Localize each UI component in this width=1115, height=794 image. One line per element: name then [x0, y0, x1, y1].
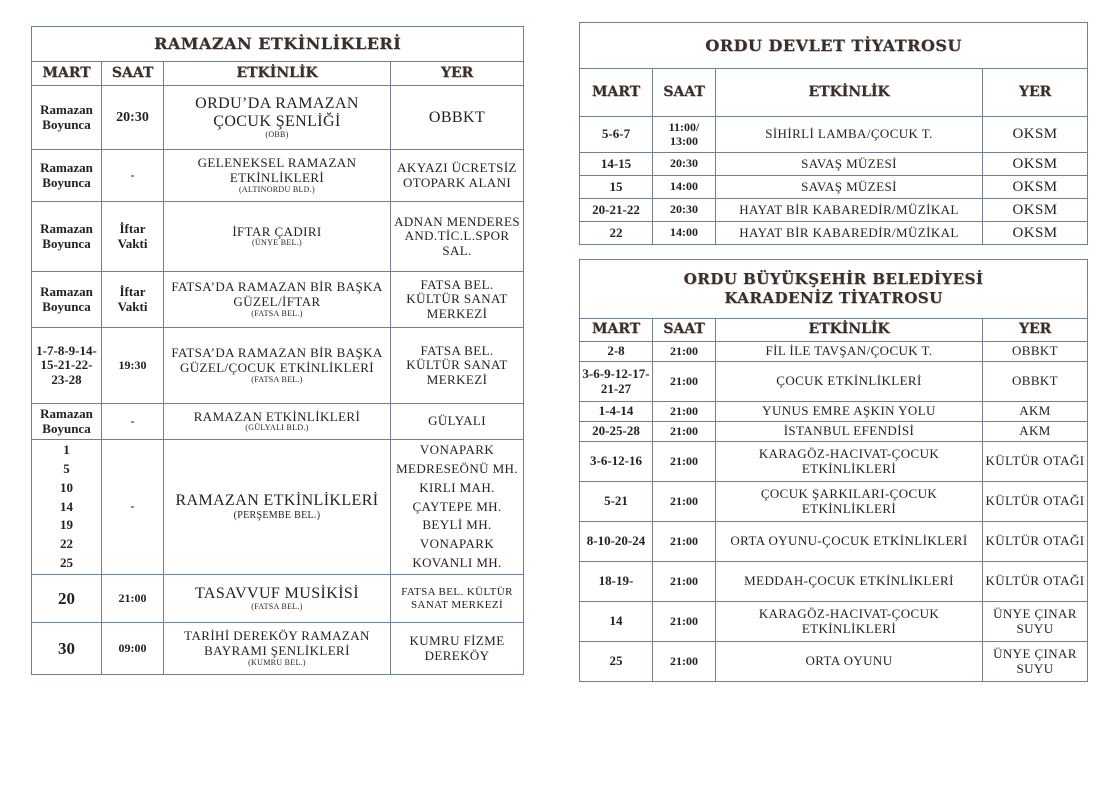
table-row: [580, 153, 1088, 176]
row-saat: -: [102, 404, 164, 440]
row-yer: OBBKT: [983, 362, 1088, 402]
row-etkinlik: TARİHİ DEREKÖY RAMAZAN BAYRAMI ŞENLİKLERİ (KUMRU BEL.): [164, 623, 391, 675]
row-saat: -: [102, 440, 164, 575]
row-saat: İftar Vakti: [102, 272, 164, 328]
row-etkinlik: HAYAT BİR KABAREDİR/MÜZİKAL: [716, 199, 983, 222]
row-yer: OKSM: [983, 222, 1088, 245]
row-saat: 21:00: [653, 602, 716, 642]
row-yer: OBBKT: [391, 86, 524, 150]
row-saat: 11:00/ 13:00: [653, 117, 716, 153]
row-etkinlik: YUNUS EMRE AŞKIN YOLU: [716, 402, 983, 422]
row-etkinlik: ÇOCUK ETKİNLİKLERİ: [716, 362, 983, 402]
row-saat: 21:00: [653, 562, 716, 602]
row-yer: OKSM: [983, 176, 1088, 199]
row-yer: VONAPARK MEDRESEÖNÜ MH. KIRLI MAH. ÇAYTEPE MH. BEYLİ MH. VONAPARK KOVANLI MH.: [391, 440, 524, 575]
header-mart: MART: [580, 69, 653, 117]
row-etkinlik: HAYAT BİR KABAREDİR/MÜZİKAL: [716, 222, 983, 245]
row-etkinlik: ÇOCUK ŞARKILARI-ÇOCUK ETKİNLİKLERİ: [716, 482, 983, 522]
ramazan-table-title: RAMAZAN ETKİNLİKLERİ: [32, 27, 524, 62]
row-saat: 21:00: [653, 482, 716, 522]
row-saat: 21:00: [653, 362, 716, 402]
row-yer: ÜNYE ÇINAR SUYU: [983, 602, 1088, 642]
header-etkinlik: ETKİNLİK: [716, 319, 983, 342]
row-etkinlik: RAMAZAN ETKİNLİKLERİ (PERŞEMBE BEL.): [164, 440, 391, 575]
row-yer: FATSA BEL. KÜLTÜR SANAT MERKEZİ: [391, 272, 524, 328]
row-mart: 18-19-: [580, 562, 653, 602]
row-mart: Ramazan Boyunca: [32, 86, 102, 150]
header-etkinlik: ETKİNLİK: [716, 69, 983, 117]
row-etkinlik: MEDDAH-ÇOCUK ETKİNLİKLERİ: [716, 562, 983, 602]
row-mart: 3-6-9-12-17-21-27: [580, 362, 653, 402]
header-saat: SAAT: [653, 319, 716, 342]
row-mart: 15: [580, 176, 653, 199]
row-etkinlik: İFTAR ÇADIRI (ÜNYE BEL.): [164, 202, 391, 272]
row-etkinlik: SAVAŞ MÜZESİ: [716, 153, 983, 176]
row-saat: 21:00: [653, 642, 716, 682]
row-yer: GÜLYALI: [391, 404, 524, 440]
header-yer: YER: [391, 62, 524, 86]
row-mart: Ramazan Boyunca: [32, 150, 102, 202]
row-yer: FATSA BEL. KÜLTÜR SANAT MERKEZİ: [391, 575, 524, 623]
row-mart: Ramazan Boyunca: [32, 404, 102, 440]
row-yer: KÜLTÜR OTAĞI: [983, 442, 1088, 482]
row-mart: Ramazan Boyunca: [32, 202, 102, 272]
header-yer: YER: [983, 319, 1088, 342]
row-etkinlik: ORTA OYUNU-ÇOCUK ETKİNLİKLERİ: [716, 522, 983, 562]
row-yer: KÜLTÜR OTAĞI: [983, 562, 1088, 602]
header-yer: YER: [983, 69, 1088, 117]
row-mart: 1 5 10 14 19 22 25: [32, 440, 102, 575]
row-yer: OKSM: [983, 117, 1088, 153]
table-row: [580, 117, 1088, 153]
row-saat: 14:00: [653, 176, 716, 199]
ramazan-events-table: [31, 26, 524, 675]
table-row: [32, 202, 524, 272]
table-row: [32, 404, 524, 440]
row-etkinlik: FİL İLE TAVŞAN/ÇOCUK T.: [716, 342, 983, 362]
row-saat: 21:00: [653, 402, 716, 422]
row-mart: Ramazan Boyunca: [32, 272, 102, 328]
row-saat: 21:00: [653, 422, 716, 442]
row-saat: 19:30: [102, 328, 164, 404]
row-etkinlik: FATSA’DA RAMAZAN BİR BAŞKA GÜZEL/İFTAR (FATSA BEL.): [164, 272, 391, 328]
row-saat: 20:30: [102, 86, 164, 150]
row-saat: 21:00: [102, 575, 164, 623]
table-row: [580, 222, 1088, 245]
row-etkinlik: KARAGÖZ-HACIVAT-ÇOCUK ETKİNLİKLERİ: [716, 442, 983, 482]
row-yer: KÜLTÜR OTAĞI: [983, 482, 1088, 522]
row-yer: AKM: [983, 422, 1088, 442]
row-yer: KÜLTÜR OTAĞI: [983, 522, 1088, 562]
row-mart: 5-21: [580, 482, 653, 522]
table-row: [580, 362, 1088, 402]
row-yer: ADNAN MENDERES AND.TİC.L.SPOR SAL.: [391, 202, 524, 272]
row-etkinlik: RAMAZAN ETKİNLİKLERİ (GÜLYALI BLD.): [164, 404, 391, 440]
table-row: [580, 176, 1088, 199]
row-saat: 14:00: [653, 222, 716, 245]
row-saat: 20:30: [653, 153, 716, 176]
table-row: [32, 575, 524, 623]
row-etkinlik: SİHİRLİ LAMBA/ÇOCUK T.: [716, 117, 983, 153]
table-row: [32, 440, 524, 575]
devlet-tiyatrosu-table: [579, 22, 1088, 245]
table-row: [32, 623, 524, 675]
table-row: [32, 328, 524, 404]
header-mart: MART: [32, 62, 102, 86]
row-mart: 8-10-20-24: [580, 522, 653, 562]
row-saat: 21:00: [653, 522, 716, 562]
row-yer: OKSM: [983, 153, 1088, 176]
table-row: [32, 272, 524, 328]
header-saat: SAAT: [653, 69, 716, 117]
row-mart: 22: [580, 222, 653, 245]
row-mart: 20-21-22: [580, 199, 653, 222]
row-mart: 14: [580, 602, 653, 642]
table-row: [580, 199, 1088, 222]
header-etkinlik: ETKİNLİK: [164, 62, 391, 86]
header-saat: SAAT: [102, 62, 164, 86]
row-yer: AKYAZI ÜCRETSİZ OTOPARK ALANI: [391, 150, 524, 202]
row-yer: ÜNYE ÇINAR SUYU: [983, 642, 1088, 682]
row-yer: FATSA BEL. KÜLTÜR SANAT MERKEZİ: [391, 328, 524, 404]
row-mart: 2-8: [580, 342, 653, 362]
row-saat: 21:00: [653, 342, 716, 362]
row-etkinlik: TASAVVUF MUSİKİSİ (FATSA BEL.): [164, 575, 391, 623]
table-row: [580, 342, 1088, 362]
row-saat: 21:00: [653, 442, 716, 482]
karadeniz-tiyatrosu-table: [579, 259, 1088, 682]
row-etkinlik: FATSA’DA RAMAZAN BİR BAŞKA GÜZEL/ÇOCUK ETKİNLİKLERİ (FATSA BEL.): [164, 328, 391, 404]
row-etkinlik: ORTA OYUNU: [716, 642, 983, 682]
table-row: [580, 402, 1088, 422]
devlet-table-title: ORDU DEVLET TİYATROSU: [580, 23, 1088, 69]
table-row: [32, 86, 524, 150]
row-mart: 5-6-7: [580, 117, 653, 153]
row-yer: KUMRU FİZME DEREKÖY: [391, 623, 524, 675]
table-row: [580, 482, 1088, 522]
header-mart: MART: [580, 319, 653, 342]
row-saat: İftar Vakti: [102, 202, 164, 272]
table-row: [32, 150, 524, 202]
row-mart: 20-25-28: [580, 422, 653, 442]
row-yer: OBBKT: [983, 342, 1088, 362]
row-yer: AKM: [983, 402, 1088, 422]
table-row: [580, 522, 1088, 562]
row-mart: 20: [32, 575, 102, 623]
row-mart: 30: [32, 623, 102, 675]
row-yer: OKSM: [983, 199, 1088, 222]
row-etkinlik: GELENEKSEL RAMAZAN ETKİNLİKLERİ (ALTINORDU BLD.): [164, 150, 391, 202]
row-saat: -: [102, 150, 164, 202]
table-row: [580, 422, 1088, 442]
row-etkinlik: SAVAŞ MÜZESİ: [716, 176, 983, 199]
table-row: [580, 442, 1088, 482]
karadeniz-table-title: ORDU BÜYÜKŞEHİR BELEDİYESİ KARADENİZ TİYATROSU: [580, 260, 1088, 319]
row-mart: 1-4-14: [580, 402, 653, 422]
row-etkinlik: ORDU’DA RAMAZAN ÇOCUK ŞENLİĞİ (OBB): [164, 86, 391, 150]
row-mart: 3-6-12-16: [580, 442, 653, 482]
row-saat: 09:00: [102, 623, 164, 675]
row-mart: 14-15: [580, 153, 653, 176]
row-mart: 1-7-8-9-14-15-21-22-23-28: [32, 328, 102, 404]
table-row: [580, 642, 1088, 682]
table-row: [580, 602, 1088, 642]
row-mart: 25: [580, 642, 653, 682]
row-etkinlik: KARAGÖZ-HACIVAT-ÇOCUK ETKİNLİKLERİ: [716, 602, 983, 642]
row-etkinlik: İSTANBUL EFENDİSİ: [716, 422, 983, 442]
row-saat: 20:30: [653, 199, 716, 222]
table-row: [580, 562, 1088, 602]
